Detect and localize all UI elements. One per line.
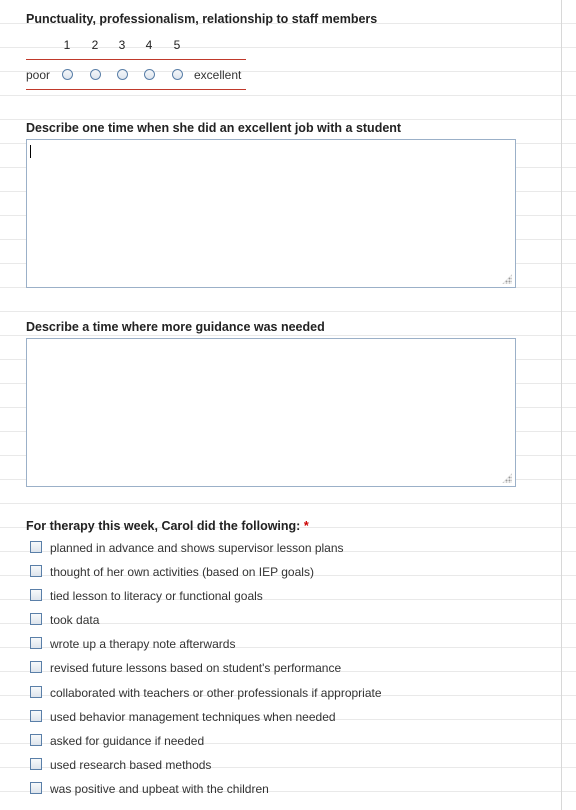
checkbox-label[interactable]: was positive and upbeat with the children — [50, 781, 269, 796]
scale-number: 1 — [63, 38, 71, 52]
checkbox[interactable] — [30, 589, 42, 601]
scale-header — [26, 36, 246, 56]
excellent-job-textarea[interactable] — [26, 139, 516, 288]
required-marker: * — [303, 519, 309, 533]
checkbox-label[interactable]: took data — [50, 613, 100, 628]
question-title: Describe one time when she did an excellent job with a student — [26, 121, 402, 135]
scale-number: 4 — [145, 38, 153, 52]
rating-radio-2[interactable] — [90, 69, 101, 80]
question-title — [26, 519, 309, 533]
checkbox-label[interactable]: revised future lessons based on student's performance — [50, 661, 342, 676]
scale-high-label: excellent — [194, 68, 242, 82]
checkbox[interactable] — [30, 661, 42, 673]
guidance-needed-textarea[interactable] — [26, 338, 516, 487]
rating-radio-5[interactable] — [172, 69, 183, 80]
checkbox[interactable] — [30, 782, 42, 794]
checkbox-label[interactable]: thought of her own activities (based on IEP goals) — [50, 565, 314, 580]
checkbox[interactable] — [30, 637, 42, 649]
checkbox[interactable] — [30, 686, 42, 698]
checkbox[interactable] — [30, 710, 42, 722]
checkbox-label[interactable]: planned in advance and shows supervisor lesson plans — [50, 541, 344, 555]
resize-grip-icon[interactable] — [502, 274, 512, 284]
resize-grip-icon[interactable] — [502, 473, 512, 483]
scale-row — [26, 59, 246, 90]
checkbox-label[interactable]: collaborated with teachers or other professionals if appropriate — [50, 685, 382, 700]
scale-number: 5 — [173, 38, 181, 52]
rating-scale — [26, 36, 246, 82]
rating-radio-3[interactable] — [117, 69, 128, 80]
question-title: Describe a time where more guidance was needed — [26, 320, 325, 334]
rating-radio-1[interactable] — [62, 69, 73, 80]
checkbox[interactable] — [30, 541, 42, 553]
checkbox-label[interactable]: used behavior management techniques when needed — [50, 709, 336, 724]
checkbox[interactable] — [30, 734, 42, 746]
question-title: Punctuality, professionalism, relationship to staff members — [26, 12, 378, 26]
checkbox[interactable] — [30, 613, 42, 625]
question-title-text: For therapy this week, Carol did the following: — [26, 519, 301, 533]
scale-number: 3 — [118, 38, 126, 52]
checkbox-label[interactable]: used research based methods — [50, 757, 212, 772]
checkbox[interactable] — [30, 565, 42, 577]
checkbox-label[interactable]: wrote up a therapy note afterwards — [50, 637, 236, 652]
checkbox[interactable] — [30, 758, 42, 770]
scale-number: 2 — [91, 38, 99, 52]
checkbox-label[interactable]: asked for guidance if needed — [50, 733, 205, 748]
scale-low-label: poor — [26, 68, 51, 82]
checkbox-label[interactable]: tied lesson to literacy or functional goals — [50, 589, 263, 604]
text-caret — [30, 145, 31, 158]
rating-radio-4[interactable] — [144, 69, 155, 80]
